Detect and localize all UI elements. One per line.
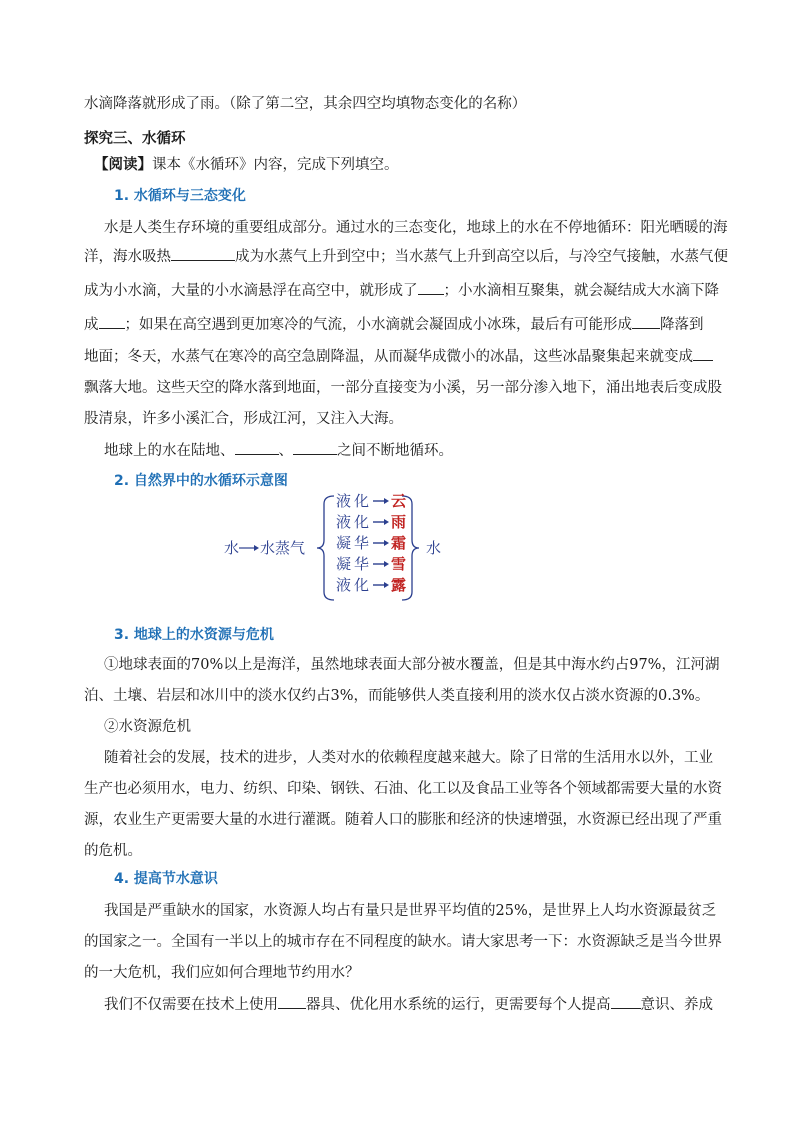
para3-line4: 随着社会的发展，技术的进步，人类对水的依赖程度越来越大。除了日常的生活用水以外，工业 — [104, 750, 713, 766]
para4-line3: 的一大危机，我们应如何合理地节约用水？ — [84, 965, 360, 981]
blank-6[interactable] — [235, 440, 279, 455]
blank-2[interactable] — [418, 280, 444, 295]
heading-diagram: 2. 自然界中的水循环示意图 — [114, 473, 288, 489]
diagram-result: 露 — [391, 576, 407, 594]
para3-line6: 源，农业生产更需要大量的水进行灌溉。随着人口的膨胀和经济的快速增强，水资源已经出现了严重 — [84, 812, 722, 828]
blank-8[interactable] — [278, 994, 306, 1009]
diagram-process: 液化 — [336, 492, 373, 510]
blank-1[interactable] — [171, 246, 235, 261]
read-instruction — [94, 155, 726, 175]
para3-line5: 生产也必须用水，电力、纺织、印染、钢铁、石油、化工以及食品工业等各个领域都需要大量的水资 — [84, 781, 722, 797]
diagram-process: 凝华 — [336, 555, 373, 573]
blank-9[interactable] — [611, 994, 641, 1009]
intro-line: 水滴降落就形成了雨。（除了第二空，其余四空均填物态变化的名称） — [84, 96, 527, 112]
section-heading: 探究三、水循环 — [84, 130, 186, 147]
diagram-process: 液化 — [336, 576, 373, 594]
diagram-result: 云 — [391, 492, 407, 510]
para1-line7: 股清泉，许多小溪汇合，形成江河，又注入大海。 — [84, 411, 403, 427]
para2: 地球上的水在陆地、 、 之间不断地循环。 — [104, 440, 736, 461]
heading-water-saving: 4. 提高节水意识 — [114, 871, 218, 887]
para1-line3: 成为小水滴，大量的小水滴悬浮在高空中，就形成了 ；小水滴相互聚集，就会凝结成大水滴下降 — [84, 280, 716, 301]
para4-line4: 我们不仅需要在技术上使用 器具、优化用水系统的运行，更需要每个人提高 意识、养成 — [104, 994, 736, 1015]
arrow-icon — [239, 545, 259, 551]
diagram-end: 水 — [426, 539, 442, 557]
diagram-start: 水 — [224, 539, 240, 557]
para1-line5: 地面；冬天，水蒸气在寒冷的高空急剧降温，从而凝华成微小的冰晶，这些冰晶聚集起来就变成 — [84, 346, 716, 367]
blank-7[interactable] — [293, 440, 337, 455]
arrow-icon — [373, 519, 389, 525]
para1-line4: 成 ；如果在高空遇到更加寒冷的气流，小水滴就会凝固成小冰珠，最后有可能形成 降落到 — [84, 314, 716, 335]
water-cycle-diagram — [224, 492, 544, 604]
diagram-process: 液化 — [336, 513, 373, 531]
read-text: 课本《水循环》内容，完成下列填空。 — [152, 157, 399, 173]
para3-line7: 的危机。 — [84, 843, 142, 859]
diagram-result: 霜 — [391, 534, 407, 552]
diagram-vapor: 水蒸气 — [260, 539, 306, 557]
para1-line6: 飘落大地。这些天空的降水落到地面，一部分直接变为小溪，另一部分渗入地下，涌出地表后变成股 — [84, 380, 722, 396]
heading-water-resources: 3. 地球上的水资源与危机 — [114, 627, 274, 643]
heading-water-cycle: 1. 水循环与三态变化 — [114, 188, 246, 204]
blank-5[interactable] — [693, 346, 713, 361]
left-brace — [317, 496, 334, 600]
para3-line2: 泊、土壤、岩层和冰川中的淡水仅约占3%，而能够供人类直接利用的淡水仅占淡水资源的0.3%。 — [84, 688, 710, 704]
para3-line3: ②水资源危机 — [104, 719, 191, 735]
read-tag: 【阅读】 — [94, 156, 152, 173]
arrow-icon — [373, 498, 389, 504]
diagram-result: 雨 — [391, 513, 407, 531]
diagram-process: 凝华 — [336, 534, 373, 552]
para4-line2: 的国家之一。全国有一半以上的城市存在不同程度的缺水。请大家思考一下：水资源缺乏是当今世界 — [84, 934, 722, 950]
para4-line1: 我国是严重缺水的国家，水资源人均占有量只是世界平均值的25%，是世界上人均水资源最贫乏 — [104, 903, 717, 919]
blank-3[interactable] — [99, 314, 125, 329]
para1-line1: 水是人类生存环境的重要组成部分。通过水的三态变化，地球上的水在不停地循环：阳光晒暖的海 — [104, 220, 728, 236]
para3-line1: ①地球表面的70%以上是海洋，虽然地球表面大部分被水覆盖，但是其中海水约占97%，江河湖 — [104, 657, 720, 673]
para1-line2: 洋，海水吸热 成为水蒸气上升到空中；当水蒸气上升到高空以后，与冷空气接触，水蒸气便 — [84, 246, 716, 267]
arrow-icon — [373, 561, 389, 567]
blank-4[interactable] — [632, 314, 660, 329]
arrow-icon — [373, 540, 389, 546]
diagram-result: 雪 — [391, 555, 407, 573]
arrow-icon — [373, 582, 389, 588]
